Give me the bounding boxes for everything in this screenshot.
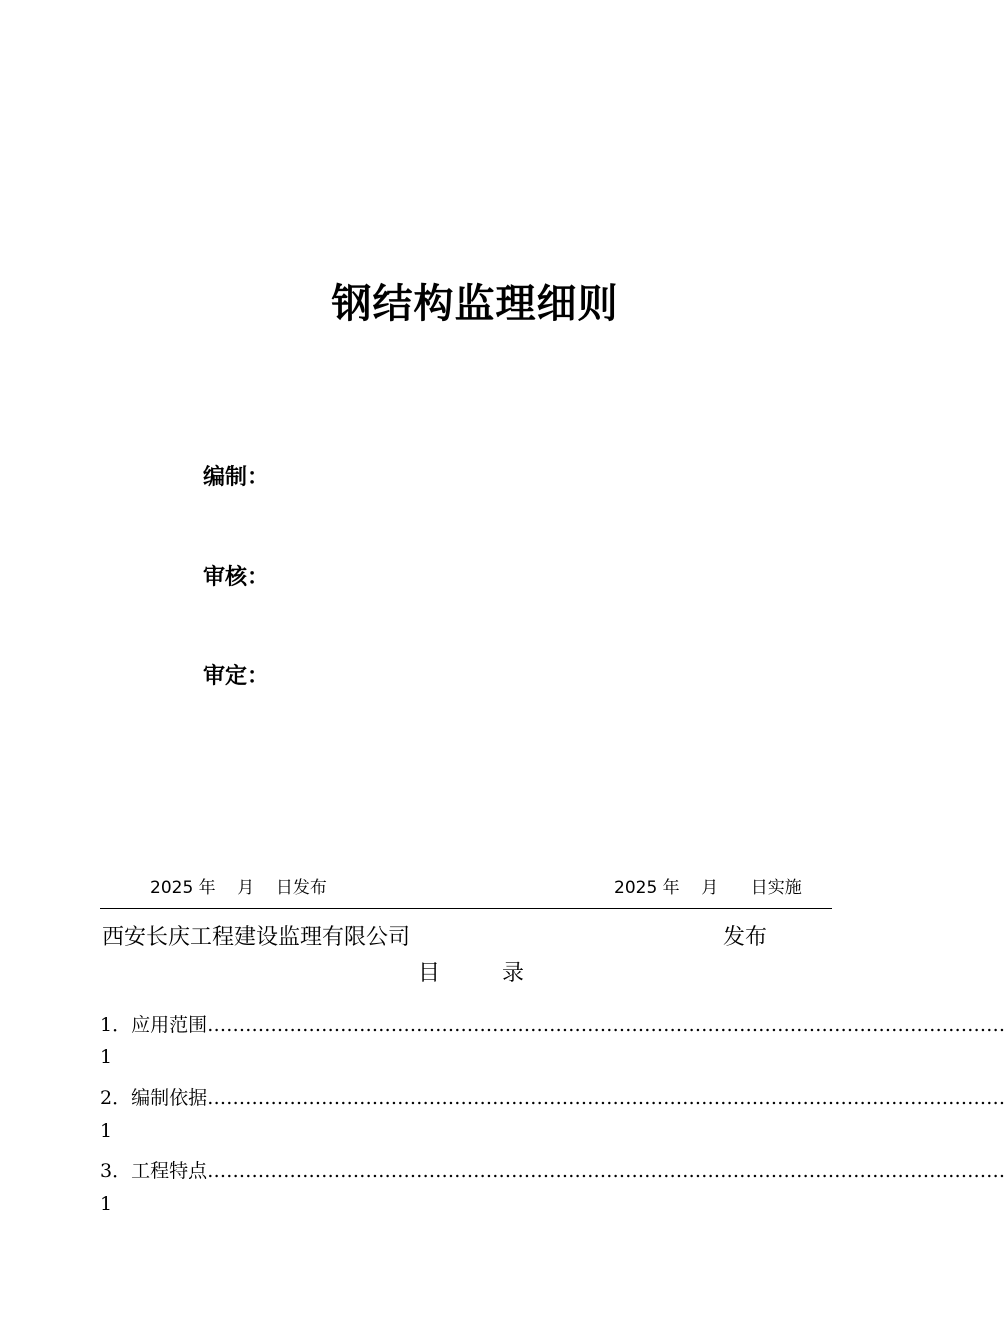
toc-entry-label: 1．应用范围: [100, 1014, 208, 1036]
toc-heading-right: 录: [502, 961, 525, 986]
toc-entry-page: 1: [100, 1193, 113, 1215]
toc-entry[interactable]: [100, 1083, 1005, 1110]
publish-label: 发布: [723, 925, 768, 950]
issue-date: 2025 年 月 日发布: [150, 878, 327, 898]
toc-leader: ………………………………………………………………………………………………………………: [207, 1160, 1005, 1182]
company-name: 西安长庆工程建设监理有限公司: [102, 925, 411, 950]
toc-heading: [0, 956, 950, 987]
toc-entry-page: 1: [100, 1046, 113, 1068]
compiled-by-label: 编制：: [203, 465, 270, 490]
toc-leader: ………………………………………………………………………………………………………………: [207, 1087, 1005, 1109]
divider-line: [100, 908, 832, 909]
toc-leader: ………………………………………………………………………………………………………………: [207, 1014, 1005, 1036]
effective-date: 2025 年 月 日实施: [614, 878, 802, 898]
toc-entry-page: 1: [100, 1120, 113, 1142]
reviewed-by-label: 审核：: [203, 565, 270, 590]
toc-entry-label: 3．工程特点: [100, 1160, 208, 1182]
toc-entry[interactable]: [100, 1156, 1005, 1183]
approved-by-label: 审定：: [203, 664, 270, 689]
toc-entry-label: 2．编制依据: [100, 1087, 208, 1109]
toc-entry[interactable]: [100, 1010, 1005, 1037]
toc-heading-left: 目: [417, 961, 440, 986]
document-title: 钢结构监理细则: [331, 281, 619, 327]
